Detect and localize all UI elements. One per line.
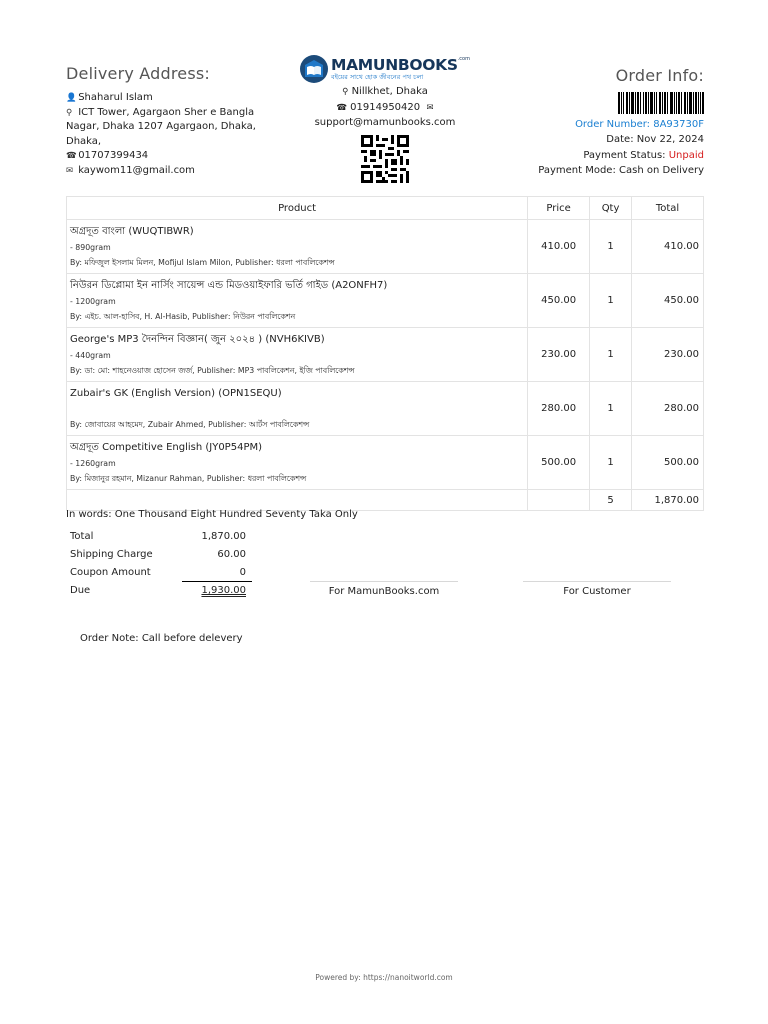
product-weight: - 440gram: [70, 351, 111, 360]
phone-icon: ☎: [66, 151, 77, 162]
customer-name-line: [66, 91, 266, 106]
product-cell: [67, 274, 528, 328]
product-cell: [67, 328, 528, 382]
due-value-cell: [182, 582, 252, 600]
logo-suffix: .com: [457, 55, 470, 62]
envelope-icon: ✉: [426, 102, 434, 113]
qty-cell: 1: [590, 328, 632, 382]
customer-email-line: [66, 164, 266, 179]
total-column-header: Total: [632, 197, 704, 220]
empty-cell: [67, 490, 528, 511]
powered-by-footer: Powered by: https://nanoitworld.com: [315, 973, 453, 982]
payment-mode: Cash on Delivery: [619, 164, 704, 176]
summary-row: [66, 545, 252, 563]
shop-signature: For MamunBooks.com: [310, 581, 458, 597]
order-number: 8A93730F: [653, 119, 704, 130]
table-header-row: [67, 197, 704, 220]
order-date-line: [474, 132, 704, 147]
summary-value: 1,870.00: [201, 530, 246, 542]
product-title: অগ্রদূত বাংলা (WUQTIBWR): [70, 226, 194, 237]
shop-location-line: [300, 85, 470, 100]
product-weight: - 1260gram: [70, 459, 116, 468]
product-weight: - 890gram: [70, 243, 111, 252]
table-totals-row: [67, 490, 704, 511]
summary-row: [66, 563, 252, 581]
qr-code: [361, 135, 409, 183]
user-icon: 👤: [66, 93, 77, 103]
order-number-line: [474, 117, 704, 132]
total-cell: 280.00: [632, 382, 704, 436]
total-cell: 410.00: [632, 220, 704, 274]
amount-in-words: In words: One Thousand Eight Hundred Seventy Taka Only: [66, 509, 358, 520]
order-barcode: [618, 92, 704, 114]
shop-phone: 01914950420: [350, 101, 421, 113]
product-cell: [67, 436, 528, 490]
price-column-header: Price: [528, 197, 590, 220]
price-cell: 500.00: [528, 436, 590, 490]
qty-cell: 1: [590, 220, 632, 274]
grand-total-cell: 1,870.00: [632, 490, 704, 511]
delivery-heading: Delivery Address:: [66, 64, 211, 83]
product-author: By: মিজানুর রহমান, Mizanur Rahman, Publisher: ধরলা পাবলিকেশন্স: [70, 474, 307, 483]
order-date: Nov 22, 2024: [636, 134, 704, 146]
table-row: [67, 436, 704, 490]
table-row: [67, 328, 704, 382]
qty-column-header: Qty: [590, 197, 632, 220]
summary-label: Coupon Amount: [70, 566, 151, 578]
total-cell: 500.00: [632, 436, 704, 490]
payment-mode-line: [474, 163, 704, 178]
summary-value: 0: [239, 566, 246, 578]
shop-logo: [300, 54, 470, 84]
summary-value: 60.00: [217, 548, 246, 560]
customer-email: kaywom11@gmail.com: [78, 164, 195, 176]
shop-location: Nillkhet, Dhaka: [351, 86, 428, 97]
price-cell: 450.00: [528, 274, 590, 328]
summary-label: Total: [70, 530, 94, 542]
customer-signature: For Customer: [523, 581, 671, 597]
table-row: [67, 220, 704, 274]
logo-name: MAMUNBOOKS: [330, 55, 458, 74]
due-row: [66, 582, 252, 600]
shop-email: support@mamunbooks.com: [314, 117, 456, 128]
book-house-icon: [300, 55, 328, 83]
order-note: Order Note: Call before delevery: [80, 633, 243, 644]
envelope-icon: ✉: [66, 165, 74, 176]
product-cell: [67, 220, 528, 274]
delivery-address-block: [66, 64, 266, 179]
order-heading: Order Info:: [615, 66, 704, 85]
payment-status-line: [474, 148, 704, 163]
order-items-table: [66, 196, 704, 511]
customer-phone-line: [66, 149, 266, 164]
summary-label: Shipping Charge: [70, 548, 153, 560]
product-title: অগ্রদূত Competitive English (JY0P54PM): [70, 442, 262, 453]
phone-icon: ☎: [336, 102, 347, 113]
due-value: 1,930.00: [201, 585, 246, 597]
payment-status-badge: Unpaid: [668, 149, 704, 161]
due-label: Due: [70, 585, 91, 597]
shop-phone-line: [300, 101, 470, 116]
logo-tagline: বইয়ের সাথে হোক জীবনের পথ চলা: [330, 74, 424, 82]
product-title: George's MP3 দৈনন্দিন বিজ্ঞান( জুন ২০২৪ ) (NVH6KIVB): [70, 334, 325, 345]
payment-mode-label: Payment Mode:: [538, 164, 616, 176]
price-cell: 280.00: [528, 382, 590, 436]
product-author: By: ডা: মো: শাহনেওয়াজ হোসেন জর্জ, Publisher: MP3 পাবলিকেশন, ইজি পাবলিকেশন্স: [70, 366, 355, 375]
product-title: Zubair's GK (English Version) (OPN1SEQU): [70, 388, 282, 399]
product-author: By: মফিজুল ইসলাম মিলন, Mofijul Islam Milon, Publisher: ধরলা পাবলিকেশন্স: [70, 258, 335, 267]
total-cell: 450.00: [632, 274, 704, 328]
order-number-label: Order Number:: [575, 119, 651, 130]
order-date-label: Date:: [606, 134, 634, 146]
product-author: By: জোবায়ের আহমেদ, Zubair Ahmed, Publisher: আর্টস পাবলিকেশন্স: [70, 420, 310, 429]
map-marker-icon: ⚲: [66, 107, 73, 118]
price-cell: 230.00: [528, 328, 590, 382]
order-info-block: [474, 66, 704, 178]
product-title: নিউরন ডিপ্লোমা ইন নার্সিং সায়েন্স এন্ড মিডওয়াইফারি ভর্তি গাইড (A2ONFH7): [70, 280, 388, 291]
customer-phone: 01707399434: [78, 150, 149, 162]
product-weight: [70, 404, 524, 415]
customer-address-line: [66, 106, 266, 150]
map-marker-icon: ⚲: [342, 87, 349, 97]
qty-cell: 1: [590, 274, 632, 328]
product-author: By: এইচ. আল-হাসিব, H. Al-Hasib, Publisher: নিউরন পাবলিকেশন: [70, 312, 296, 321]
table-row: [67, 274, 704, 328]
shop-info-block: [300, 54, 470, 183]
total-qty-cell: 5: [590, 490, 632, 511]
product-column-header: Product: [67, 197, 528, 220]
shop-email-line: [300, 116, 470, 131]
price-cell: 410.00: [528, 220, 590, 274]
payment-status-label: Payment Status:: [583, 149, 666, 161]
customer-address: ICT Tower, Agargaon Sher e Bangla Nagar, Dhaka 1207 Agargaon, Dhaka, Dhaka,: [66, 106, 256, 147]
product-cell: [67, 382, 528, 436]
qty-cell: 1: [590, 382, 632, 436]
qty-cell: 1: [590, 436, 632, 490]
empty-cell: [528, 490, 590, 511]
table-row: [67, 382, 704, 436]
summary-row: [66, 527, 252, 545]
total-cell: 230.00: [632, 328, 704, 382]
payment-summary: [66, 527, 252, 600]
product-weight: - 1200gram: [70, 297, 116, 306]
customer-name: Shaharul Islam: [78, 92, 153, 103]
